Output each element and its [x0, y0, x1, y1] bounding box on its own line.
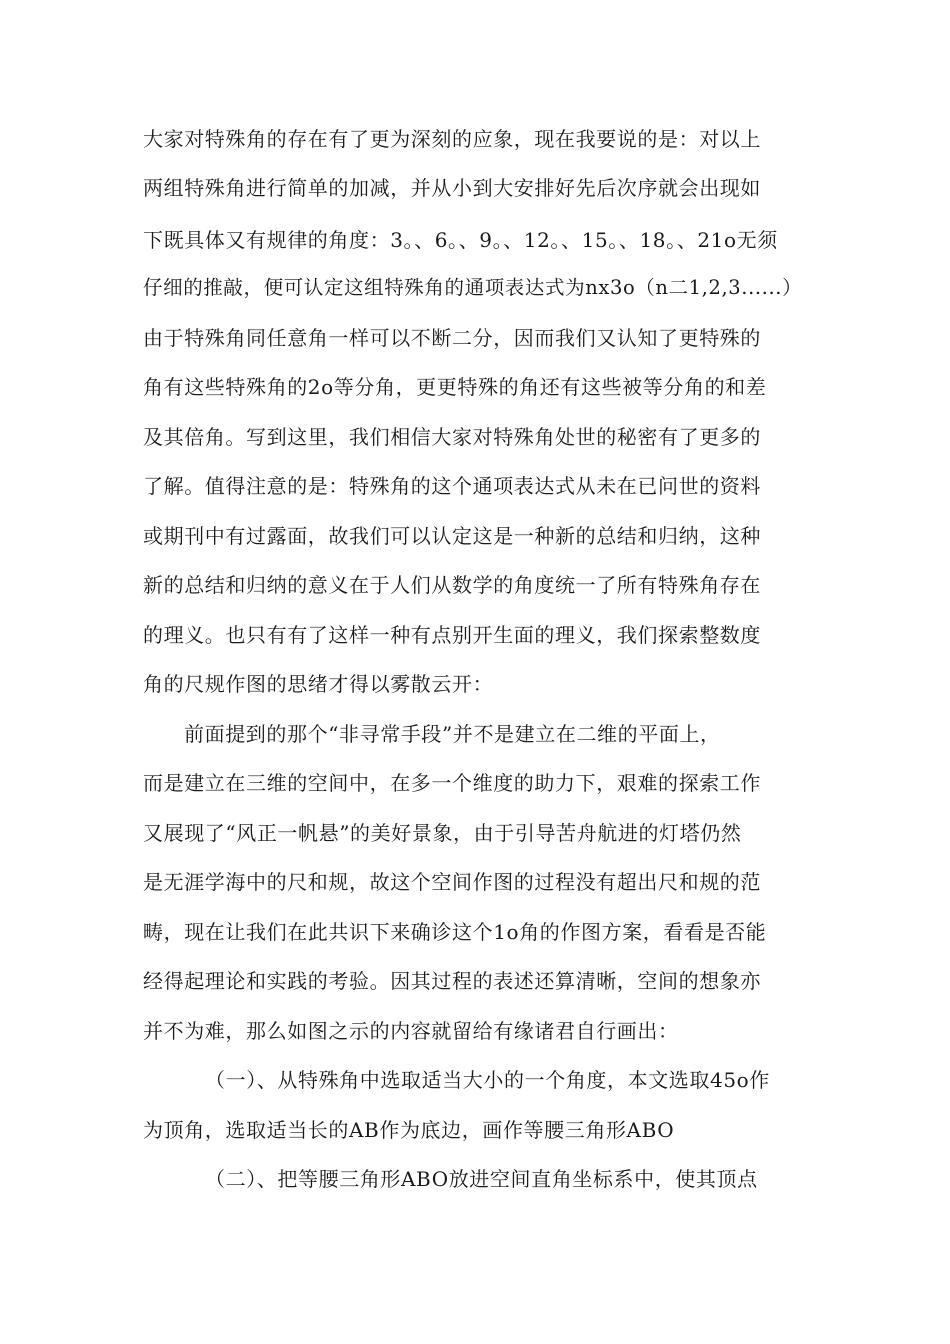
paragraph-line: 或期刊中有过露面，故我们可以认定这是一种新的总结和归纳，这种: [143, 524, 761, 548]
paragraph-line: 又展现了“风正一帆悬”的美好景象，由于引导苦舟航进的灯塔仍然: [143, 821, 742, 845]
paragraph-line: 经得起理论和实践的考验。因其过程的表述还算清晰，空间的想象亦: [143, 969, 761, 993]
paragraph-line: 仔细的推敲，便可认定这组特殊角的通项表达式为nx3o（n二1,2,3......）: [143, 276, 803, 299]
paragraph-line: 并不为难，那么如图之示的内容就留给有缘诸君自行画出：: [143, 1019, 679, 1043]
paragraph-line: 的理义。也只有有了这样一种有点别开生面的理义，我们探索整数度: [143, 623, 761, 647]
paragraph-line: 下既具体又有规律的角度：3。、6。、9。、12。、15。、18。、21o无须: [143, 228, 778, 252]
paragraph-line: 大家对特殊角的存在有了更为深刻的应象，现在我要说的是：对以上: [143, 127, 761, 151]
paragraph-line: 是无涯学海中的尺和规，故这个空间作图的过程没有超出尺和规的范: [143, 870, 761, 894]
paragraph-line: 而是建立在三维的空间中，在多一个维度的助力下，艰难的探索工作: [143, 771, 761, 795]
paragraph-line: 前面提到的那个“非寻常手段”并不是建立在二维的平面上，: [184, 722, 721, 746]
paragraph-line: 新的总结和归纳的意义在于人们从数学的角度统一了所有特殊角存在: [143, 573, 761, 597]
paragraph-line: （二）、把等腰三角形ABO放进空间直角坐标系中，使其顶点: [205, 1167, 758, 1191]
paragraph-line: 角有这些特殊角的2o等分角，更更特殊的角还有这些被等分角的和差: [143, 375, 767, 399]
paragraph-line: 两组特殊角进行简单的加减，并从小到大安排好先后次序就会出现如: [143, 176, 761, 200]
paragraph-line: 及其倍角。写到这里，我们相信大家对特殊角处世的秘密有了更多的: [143, 425, 761, 449]
paragraph-line: 畴，现在让我们在此共识下来确诊这个1o角的作图方案，看看是否能: [143, 920, 767, 944]
paragraph-line: 角的尺规作图的思绪才得以雾散云开：: [143, 672, 494, 696]
paragraph-line: （一）、从特殊角中选取适当大小的一个角度，本文选取45o作: [205, 1068, 770, 1092]
paragraph-line: 由于特殊角同任意角一样可以不断二分，因而我们又认知了更特殊的: [143, 326, 761, 350]
paragraph-line: 了解。值得注意的是：特殊角的这个通项表达式从未在已问世的资料: [143, 474, 761, 498]
paragraph-line: 为顶角，选取适当长的AB作为底边，画作等腰三角形ABO: [143, 1118, 675, 1142]
